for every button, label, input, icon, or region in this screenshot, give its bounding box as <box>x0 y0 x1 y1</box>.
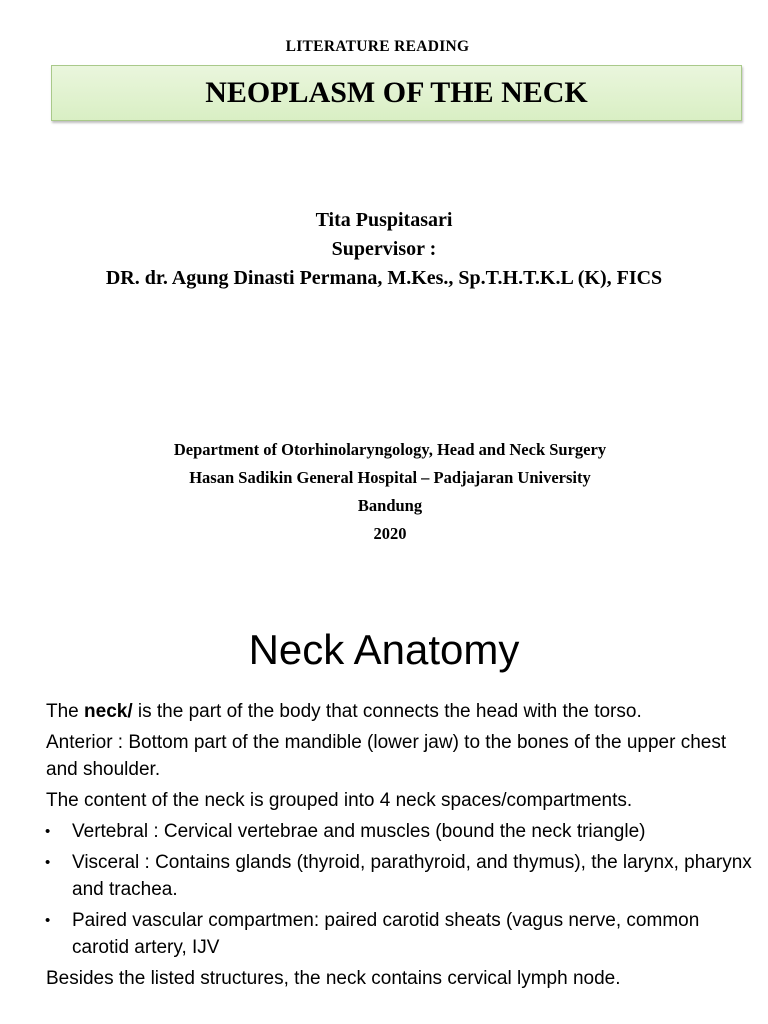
page-title: NEOPLASM OF THE NECK <box>205 76 588 109</box>
list-item-text: Vertebral : Cervical vertebrae and muscles (bound the neck triangle) <box>72 821 646 842</box>
institution: Hasan Sadikin General Hospital – Padjajaran University <box>189 468 591 487</box>
title-box <box>51 65 742 121</box>
section-title: Neck Anatomy <box>248 626 520 673</box>
list-item <box>46 907 758 961</box>
affiliation-block <box>0 436 768 548</box>
author-name: Tita Puspitasari <box>315 209 453 231</box>
section-body <box>46 698 758 996</box>
intro-suffix: is the part of the body that connects the head with the torso. <box>132 701 642 722</box>
year: 2020 <box>373 524 407 543</box>
header-label: LITERATURE READING <box>285 38 470 55</box>
list-item-text: Paired vascular compartmen: paired carotid sheats (vagus nerve, common carotid artery, IJV <box>72 910 700 958</box>
intro-bold-term: neck/ <box>84 701 133 722</box>
department: Department of Otorhinolaryngology, Head and Neck Surgery <box>173 440 607 459</box>
closing-paragraph: Besides the listed structures, the neck contains cervical lymph node. <box>46 968 621 989</box>
author-block <box>0 206 768 293</box>
intro-paragraph <box>46 698 758 725</box>
intro-prefix: The <box>46 701 85 722</box>
list-item <box>46 849 758 903</box>
supervisor-label: Supervisor : <box>331 238 437 260</box>
anatomy-slide <box>0 580 768 1024</box>
content-paragraph: The content of the neck is grouped into 4 neck spaces/compartments. <box>46 790 633 811</box>
compartment-list <box>46 818 758 961</box>
bullet-icon: • <box>45 912 51 929</box>
city: Bandung <box>357 496 423 515</box>
anterior-paragraph: Anterior : Bottom part of the mandible (lower jaw) to the bones of the upper chest and shoulder. <box>46 732 727 780</box>
bullet-icon: • <box>45 854 51 871</box>
bullet-icon: • <box>45 823 51 840</box>
list-item-text: Visceral : Contains glands (thyroid, parathyroid, and thymus), the larynx, pharynx and trachea. <box>72 852 752 900</box>
list-item <box>46 818 758 845</box>
supervisor-name: DR. dr. Agung Dinasti Permana, M.Kes., Sp.T.H.T.K.L (K), FICS <box>105 267 663 289</box>
